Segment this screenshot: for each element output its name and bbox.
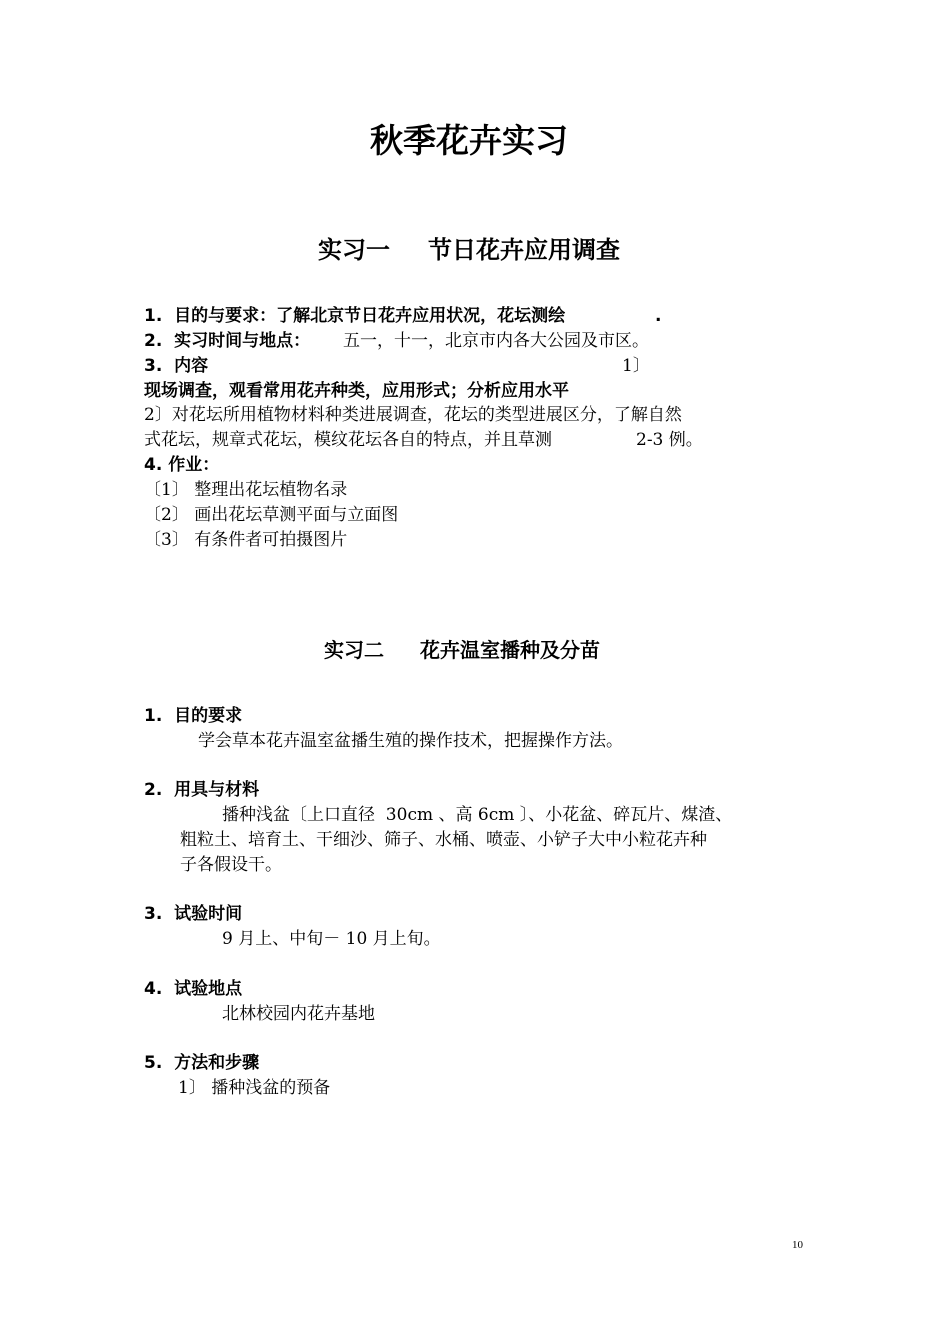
- practice2-section2-line1: 播种浅盆〔上口直径 30cm 、高 6cm 〕、小花盆、碎瓦片、煤渣、: [222, 805, 733, 825]
- practice1-item1-dot: .: [655, 306, 662, 326]
- homework-item-3: 〔3〕 有条件者可拍摄图片: [144, 530, 348, 550]
- practice2-heading-number: 实习二: [324, 638, 384, 662]
- practice1-item2-label: 2. 实习时间与地点：: [144, 331, 311, 351]
- practice1-item4-label: 4. 作业：: [144, 455, 220, 475]
- homework-item-1: 〔1〕 整理出花坛植物名录: [144, 480, 348, 500]
- practice2-section4-text: 北林校园内花卉基地: [222, 1004, 375, 1024]
- practice2-section5-label: 5. 方法和步骤: [144, 1053, 260, 1073]
- practice2-section3-text: 9 月上、中旬－ 10 月上旬。: [222, 929, 441, 949]
- practice1-heading-text: 节日花卉应用调查: [428, 236, 620, 264]
- practice1-item2-text: 五一，十一，北京市内各大公园及市区。: [343, 331, 649, 351]
- practice1-heading-number: 实习一: [318, 236, 390, 264]
- practice1-item3-label: 3. 内容: [144, 356, 209, 376]
- practice2-section4-label: 4. 试验地点: [144, 979, 243, 999]
- practice2-section2-line3: 子各假设干。: [180, 855, 282, 875]
- page-number: 10: [792, 1239, 803, 1251]
- practice2-section1-text: 学会草本花卉温室盆播生殖的操作技术，把握操作方法。: [198, 731, 623, 751]
- page-title: 秋季花卉实习: [370, 121, 568, 160]
- practice2-section2-label: 2. 用具与材料: [144, 780, 260, 800]
- practice2-section3-label: 3. 试验时间: [144, 904, 243, 924]
- practice1-content2-line1: 2〕对花坛所用植物材料种类进展调查，花坛的类型进展区分，了解自然: [144, 405, 682, 425]
- practice2-section5-item1: 1〕 播种浅盆的预备: [178, 1078, 331, 1098]
- practice1-content2-line2a: 式花坛，规章式花坛，模纹花坛各自的特点，并且草测: [144, 430, 552, 450]
- practice1-content1: 现场调查，观看常用花卉种类，应用形式；分析应用水平: [144, 381, 569, 401]
- practice2-section1-label: 1. 目的要求: [144, 706, 243, 726]
- practice1-content2-line2b: 2-3 例。: [636, 430, 703, 450]
- practice2-heading-text: 花卉温室播种及分苗: [420, 638, 600, 662]
- practice1-item3-marker: 1〕: [622, 356, 650, 376]
- practice2-section2-line2: 粗粒土、培育土、干细沙、筛子、水桶、喷壶、小铲子大中小粒花卉种: [180, 830, 707, 850]
- practice1-item1: 1. 目的与要求：了解北京节日花卉应用状况，花坛测绘: [144, 306, 566, 326]
- homework-item-2: 〔2〕 画出花坛草测平面与立面图: [144, 505, 399, 525]
